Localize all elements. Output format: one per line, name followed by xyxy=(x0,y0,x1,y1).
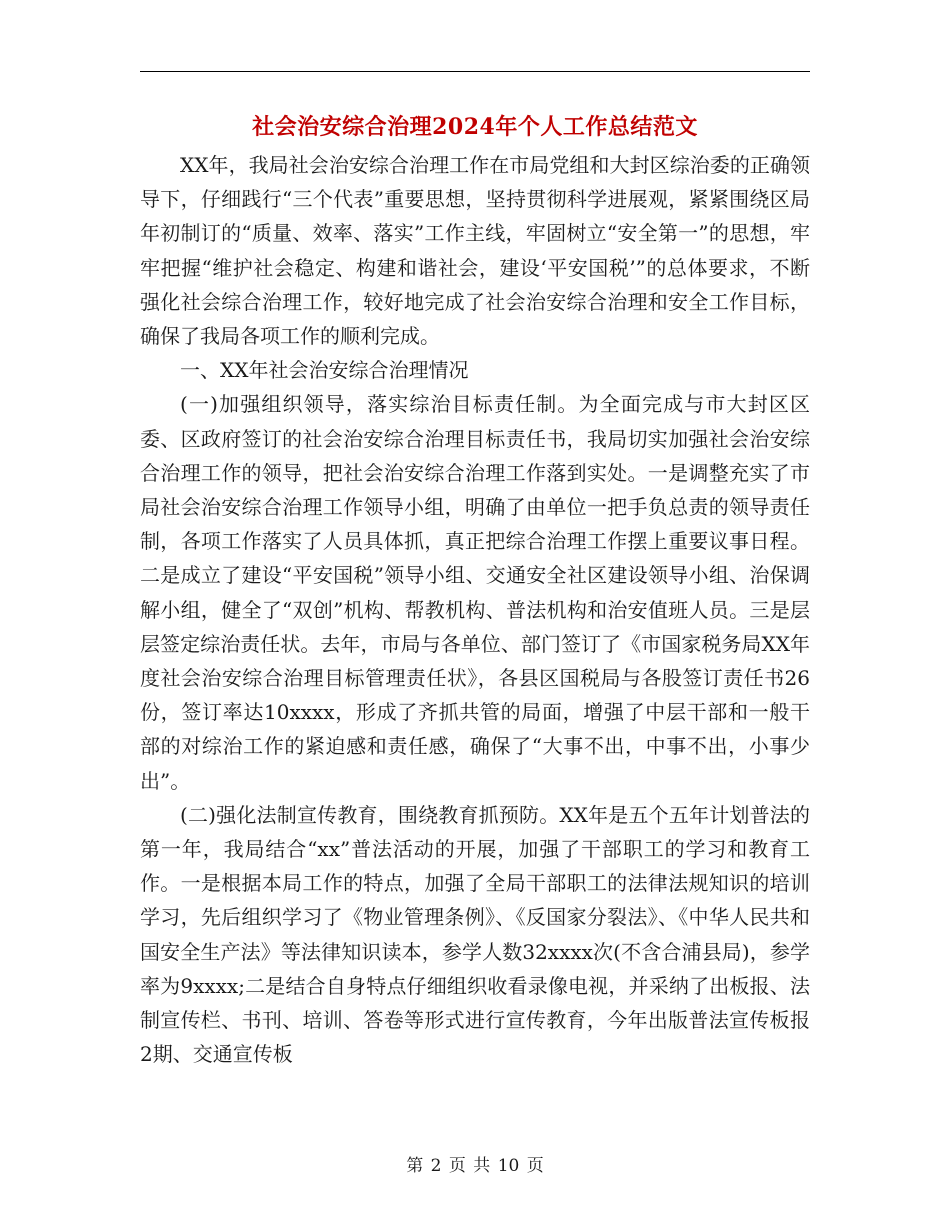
header-rule xyxy=(140,71,810,72)
document-body xyxy=(140,148,810,1071)
paragraph-section-2: (二)强化法制宣传教育，围绕教育抓预防。XX年是五个五年计划普法的第一年，我局结合“xx”普法活动的开展，加强了干部职工的学习和教育工作。一是根据本局工作的特点，加强了全局干部职工的法律法规知识的培训学习，先后组织学习了《物业管理条例》、《反国家分裂法》、《中华人民共和国安全生产法》等法律知识读本，参学人数32xxxx次(不含合浦县局)，参学率为9xxxx;二是结合自身特点仔细组织收看录像电视，并采纳了出板报、法制宣传栏、书刊、培训、答卷等形式进行宣传教育，今年出版普法宣传板报2期、交通宣传板 xyxy=(140,802,810,1067)
paragraph-section-1: (一)加强组织领导，落实综治目标责任制。为全面完成与市大封区区委、区政府签订的社会治安综合治理目标责任书，我局切实加强社会治安综合治理工作的领导，把社会治安综合治理工作落到实处。一是调整充实了市局社会治安综合治理工作领导小组，明确了由单位一把手负总责的领导责任制，各项工作落实了人员具体抓，真正把综合治理工作摆上重要议事日程。二是成立了建设“平安国税”领导小组、交通安全社区建设领导小组、治保调解小组，健全了“双创”机构、帮教机构、普法机构和治安值班人员。三是层层签定综治责任状。去年，市局与各单位、部门签订了《市国家税务局XX年度社会治安综合治理目标管理责任状》，各县区国税局与各股签订责任书26份，签订率达10xxxx，形成了齐抓共管的局面，增强了中层干部和一般干部的对综治工作的紧迫感和责任感，确保了“大事不出，中事不出，小事少出”。 xyxy=(140,392,810,793)
document-title: 社会治安综合治理2024年个人工作总结范文 xyxy=(252,114,698,140)
page-footer: 第 2 页 共 10 页 xyxy=(406,1156,544,1176)
paragraph-intro: XX年，我局社会治安综合治理工作在市局党组和大封区综治委的正确领导下，仔细践行“三个代表”重要思想，坚持贯彻科学进展观，紧紧围绕区局年初制订的“质量、效率、落实”工作主线，牢固树立“安全第一”的思想，牢牢把握“维护社会稳定、构建和谐社会，建设‘平安国税’”的总体要求，不断强化社会综合治理工作，较好地完成了社会治安综合治理和安全工作目标，确保了我局各项工作的顺利完成。 xyxy=(140,153,810,349)
section-heading: 一、XX年社会治安综合治理情况 xyxy=(180,358,469,383)
